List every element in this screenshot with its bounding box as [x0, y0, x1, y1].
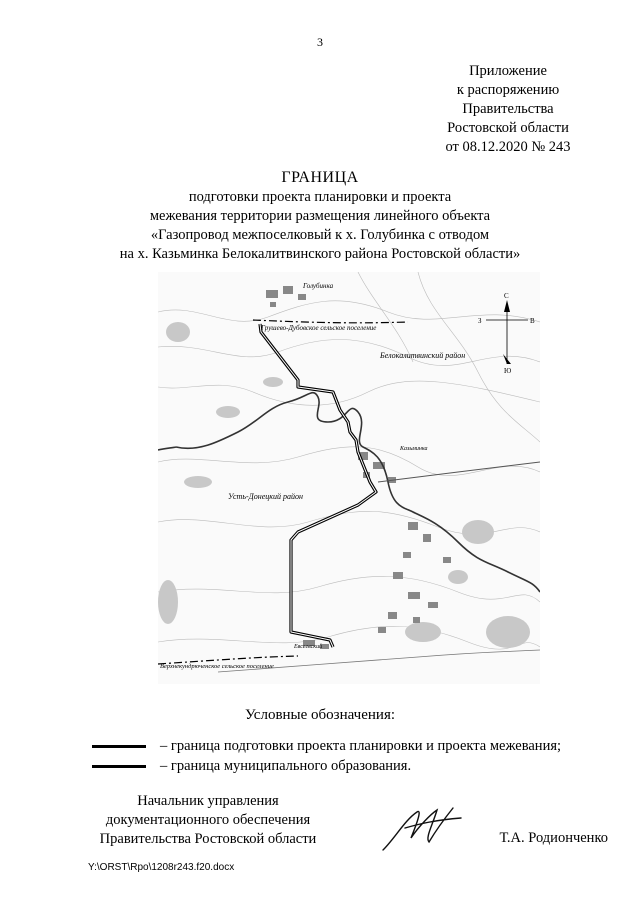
handwritten-signature: [375, 798, 465, 858]
legend-item-label: – граница подготовки проекта планировки и проекта межевания;: [160, 738, 562, 754]
appendix-line: Ростовской области: [447, 120, 569, 136]
signatory-position: [88, 792, 328, 849]
appendix-line: Правительства: [462, 101, 554, 117]
map-label-kazminka: Казьминка: [400, 446, 428, 452]
legend-title: Условные обозначения:: [244, 707, 396, 723]
subtitle-line: межевания территории размещения линейного объекта: [149, 208, 491, 224]
map-label-ust-donetsk: Усть-Донецкий район: [228, 492, 303, 501]
map-label-belokalitv: Белокалитвинский район: [380, 351, 466, 360]
appendix-date: от 08.12.2020 № 243: [445, 139, 571, 155]
subtitle-line: на х. Казьминка Белокалитвинского района Ростовской области»: [119, 246, 521, 262]
position-line: Правительства Ростовской области: [99, 831, 317, 847]
map-label-grushevo: Грушево-Дубовское сельское поселение: [261, 324, 377, 332]
signer-name: Т.А. Родионченко: [499, 830, 608, 846]
map-label-golubinka: Голубинка: [303, 282, 334, 290]
east-label: В: [530, 317, 535, 325]
map-background: [158, 272, 540, 684]
title-block: [40, 167, 600, 264]
subtitle-line: «Газопровод межпоселковый к х. Голубинка с отводом: [150, 227, 490, 243]
legend-item-municipal-boundary: [92, 758, 411, 775]
appendix-line: Приложение: [469, 63, 547, 79]
document-title: ГРАНИЦА: [281, 169, 359, 186]
position-line: документационного обеспечения: [105, 812, 311, 828]
boundary-map: [158, 272, 540, 684]
appendix-block: [420, 62, 596, 157]
legend-line-icon: [92, 765, 146, 768]
map-label-verkhnekund: Верхнекундрюченское сельское поселение: [160, 663, 274, 670]
north-label: С: [504, 292, 509, 300]
subtitle-line: подготовки проекта планировки и проекта: [188, 189, 452, 205]
page-number: 3: [317, 35, 323, 49]
legend-line-icon: [92, 745, 146, 748]
appendix-line: к распоряжению: [456, 82, 560, 98]
file-path: Y:\ORST\Rpo\1208r243.f20.docx: [88, 862, 235, 873]
map-label-evseev: Евсеевский: [294, 644, 323, 650]
position-line: Начальник управления: [137, 793, 279, 809]
legend-item-planning-boundary: [92, 738, 561, 755]
west-label: З: [478, 317, 482, 325]
south-label: Ю: [504, 367, 512, 375]
legend-item-label: – граница муниципального образования.: [160, 758, 412, 774]
